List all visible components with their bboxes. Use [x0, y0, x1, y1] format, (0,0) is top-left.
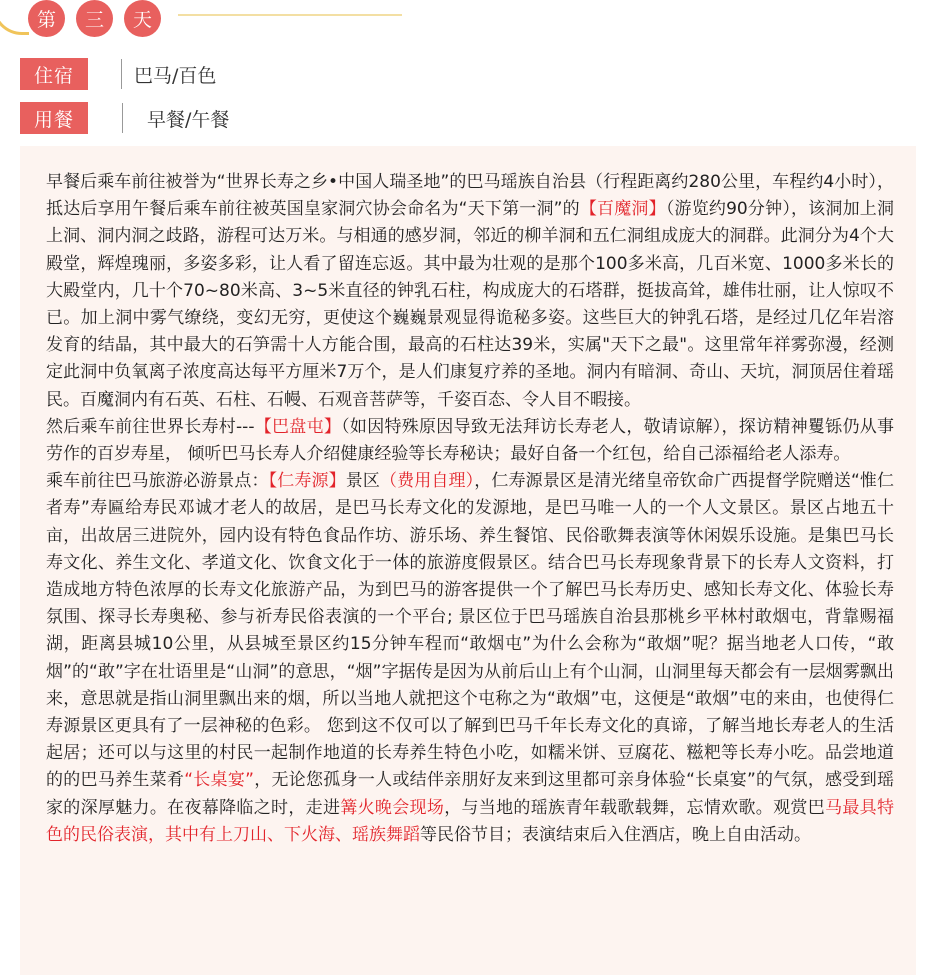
highlighted-text: 【巴盘屯】 [254, 416, 342, 437]
paragraph-text: （游览约90分钟），该洞加上洞上洞、洞内洞之歧路，游程可达万米。与相通的感岁洞，邻近的柳羊洞和五仁洞组成庞大的洞群。此洞分为4个大殿堂，辉煌瑰丽，多姿多彩，让人看了留连忘返。其中最为壮观的是那个100多米高，几百米宽、1000多米长的大殿堂内，几十个70~80米高、3~5米直径的钟乳石柱，构成庞大的石塔群，挺拔高耸，雄伟壮丽，让人惊叹不已。加上洞中雾气缭绕，变幻无穷，更使这个巍巍景观显得诡秘多姿。这些巨大的钟乳石塔，是经过几亿年岩溶发育的结晶，其中最大的石笋需十人方能合围，最高的石柱达39米，实属"天下之最"。这里常年祥雾弥漫，经测定此洞中负氧离子浓度高达每平方厘米7万个，是人们康复疗养的圣地。洞内有暗洞、奇山、天坑，洞顶居住着瑶民。百魔洞内有石英、石柱、石幔、石观音菩萨等，千姿百态、令人目不暇接。 [46, 199, 894, 410]
meals-row [20, 102, 229, 134]
day-header [28, 0, 161, 37]
highlighted-text: （费用自理） [379, 471, 475, 492]
divider [121, 59, 122, 89]
paragraph-text: 景区 [345, 471, 380, 492]
itinerary-paragraph [46, 468, 894, 849]
day-header-divider [178, 14, 402, 16]
highlighted-text: 篝火晚会现场 [340, 797, 445, 818]
paragraph-text: ，与当地的瑶族青年载歌载舞，忘情欢歌。观赏巴 [444, 797, 826, 818]
highlighted-text: 马最具特色的民俗表演，其中有上刀山、下火海、瑶族舞蹈 [46, 797, 894, 845]
highlighted-text: 【百魔洞】 [579, 199, 666, 220]
paragraph-text: ，仁寿源景区是清光绪皇帝钦命广西提督学院赠送“惟仁者寿”寿匾给寿民邓诚才老人的故居，是巴马长寿文化的发源地，是巴马唯一人的一个人文景区。景区占地五十亩，出故居三进院外，园内设有特色食品作坊、游乐场、养生餐馆、民俗歌舞表演等休闲娱乐设施。是集巴马长寿文化、养生文化、孝道文化、饮食文化于一体的旅游度假景区。结合巴马长寿现象背景下的长寿人文资料，打造成地方特色浓厚的长寿文化旅游产品，为到巴马的游客提供一个了解巴马长寿历史、感知长寿文化、体验长寿氛围、探寻长寿奥秘、参与祈寿民俗表演的一个平台; 景区位于巴马瑶族自治县那桃乡平林村敢烟屯，背靠赐福湖，距离县城10公里，从县城至景区约15分钟车程而“敢烟屯”为什么会称为“敢烟”呢？据当地老人口传，“敢烟”的“敢”字在壮语里是“山洞”的意思，“烟”字据传是因为从前后山上有个山洞，山洞里每天都会有一层烟雾飘出来，意思就是指山洞里飘出来的烟，所以当地人就把这个屯称之为“敢烟”屯，这便是“敢烟”屯的来由，也使得仁寿源景区更具有了一层神秘的色彩。 您到这不仅可以了解到巴马千年长寿文化的真谛，了解当地长寿老人的生活起居；还可以与这里的村民一起制作地道的长寿养生特色小吃，如糯米饼、豆腐花、糍粑等长寿小吃。品尝地道的的巴马养生菜肴 [46, 471, 895, 791]
day-char: 第 [28, 0, 65, 37]
meals-label: 用餐 [20, 102, 88, 134]
divider [122, 103, 123, 133]
itinerary-description [20, 146, 916, 975]
day-number-char: 三 [76, 0, 113, 37]
day-header-decoration [0, 0, 29, 35]
paragraph-text: 乘车前往巴马旅游必游景点： [46, 471, 269, 492]
highlighted-text: 【仁寿源】 [268, 471, 346, 492]
accommodation-value: 巴马/百色 [134, 64, 217, 87]
paragraph-text: ，无论您孤身一人或结伴亲朋好友来到这里都可亲身体验“长桌宴”的气氛，感受到瑶家的深厚魅力。在夜幕降临之时，走进 [46, 770, 894, 818]
accommodation-label: 住宿 [20, 58, 88, 90]
highlighted-text: “长桌宴” [184, 770, 254, 791]
paragraph-text: 然后乘车前往世界长寿村--- [46, 416, 255, 437]
meals-value: 早餐/午餐 [147, 108, 230, 131]
itinerary-paragraph [46, 414, 894, 468]
itinerary-paragraph [46, 169, 894, 414]
paragraph-text: 等民俗节目；表演结束后入住酒店，晚上自由活动。 [420, 824, 811, 845]
day-char: 天 [124, 0, 161, 37]
paragraph-text: （如因特殊原因导致无法拜访长寿老人，敬请谅解），探访精神矍铄仍从事劳作的百岁寿星， 倾听巴马长寿人介绍健康经验等长寿秘诀；最好自备一个红包，给自己添福给老人添寿。 [46, 416, 895, 465]
paragraph-text: 早餐后乘车前往被誉为“世界长寿之乡•中国人瑞圣地”的巴马瑶族自治县（行程距离约280公里，车程约4小时），抵达后享用午餐后乘车前往被英国皇家洞穴协会命名为“天下第一洞”的 [46, 172, 894, 220]
accommodation-row [20, 58, 216, 90]
